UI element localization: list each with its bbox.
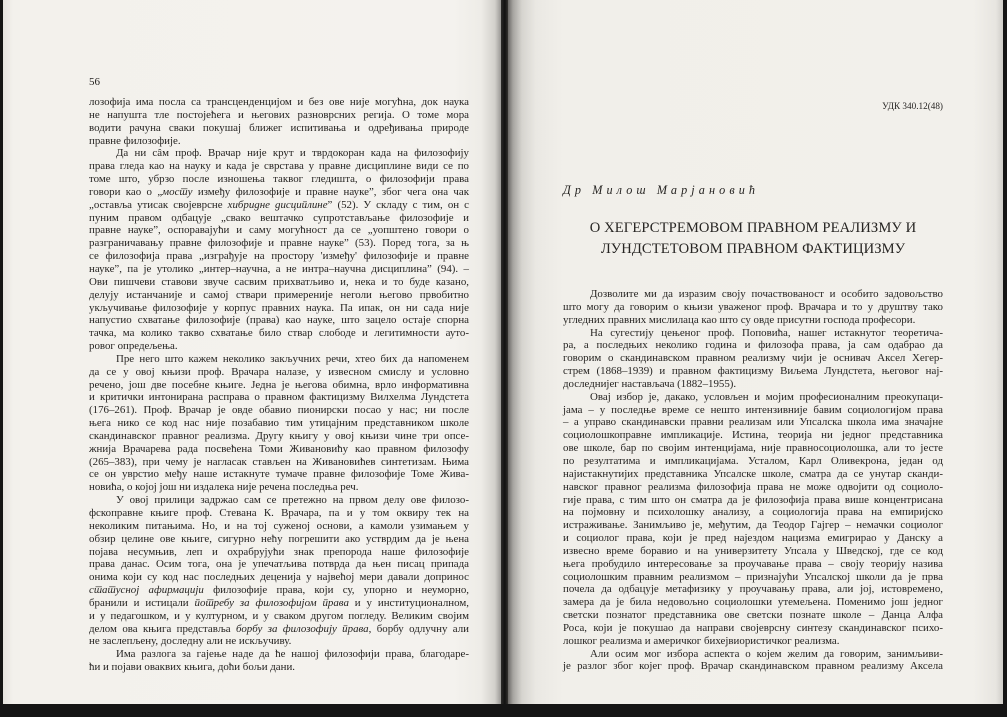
text-line: стрем (1868–1939) и правном фактицизму Виљема Лундстета, његовог нај-	[563, 365, 943, 378]
title-line: ЛУНДСТЕТОВОМ ПРАВНОМ ФАКТИЦИЗМУ	[600, 241, 906, 257]
text-line: извесно време боравио и на универзитету Упсала у Шведској, где се код	[563, 544, 943, 557]
emphasized-text: статусној афирмацији	[89, 584, 204, 597]
paragraph	[89, 353, 469, 494]
text-line: најистакнутијих представника Упсалске школе, сматра да се унутар сканди-	[563, 467, 943, 480]
text-line: правне науке”, оспоравајући и саму могућност да се „уопштено говори о	[89, 224, 469, 237]
emphasized-text: потребу за филозофијом права	[194, 596, 349, 609]
text-line: Дозволите ми да изразим своју почаствованост и особито задовољство	[590, 288, 943, 300]
text-line: гије права, с тим што он сматра да је филозофија права више концентрисана	[563, 493, 943, 506]
emphasized-text: хибридне дисциплине	[227, 198, 328, 211]
text-line: (265–383), при чему је нагласак стављен на Живановићев синтетизам. Њима	[89, 455, 469, 468]
text-line: новића, о којој још ни издалека није речена последња реч.	[89, 481, 359, 494]
book-gutter	[501, 0, 508, 704]
right-page-body	[563, 288, 943, 673]
text-line: обзир целине ове књиге, сигурно нећу погрешити ако устврдим да је њена	[89, 532, 469, 545]
text-line: навског правног реализма филозофија права не може одвојити од социоло-	[563, 480, 943, 493]
text-line: не заслепљену, доследну али не искључиву.	[89, 635, 292, 648]
paragraph	[89, 648, 469, 674]
text-segment: говори као о „	[89, 185, 163, 198]
paragraph	[89, 96, 469, 147]
text-line: ове школе, бар по својим интенцијама, није правносоциолошка, али то јесте	[563, 442, 943, 455]
text-line: ровог опредељења.	[89, 340, 178, 353]
text-line: ћи и појави оваквих књига, доћи бољи дани.	[89, 661, 296, 674]
text-line: разграничавању правне филозофије и правне науке” (53). Поред тога, за њ	[89, 237, 469, 250]
text-line: по резултатима и импликацијама. Усталом, Карл Оливекрона, један од	[563, 454, 943, 467]
text-line: – а управо скандинавски правни реализам или Упсалска школа има значајне	[563, 416, 943, 429]
text-line: правне филозофије.	[89, 134, 181, 147]
text-line	[89, 623, 469, 636]
paragraph	[89, 494, 469, 648]
text-line: и социолог права, који је пред најездом нацизма емигрирао у Данску а	[563, 532, 943, 545]
text-line: У овој прилици задржао сам се претежно на првом делу ове филозо-	[116, 494, 469, 507]
text-line: Да ни сâм проф. Врачар није крут и тврдокоран када на филозофију	[116, 147, 469, 160]
left-page	[3, 0, 501, 704]
text-line	[89, 597, 469, 610]
text-line: жнија Врачарева рада посвећена Томи Живановићу као правном филозофу	[89, 442, 469, 455]
text-segment: делом ова књига представља	[89, 622, 236, 635]
text-line: ра, а последњих неколико година и филозофа права, ја сам одабрао да	[563, 339, 943, 352]
text-segment: ” (52). У складу с тим, он с	[327, 198, 469, 211]
text-line: говорим о скандинавском правном реализму чији је оснивач Аксел Хегер-	[563, 352, 943, 365]
text-line: лошког реализма и америчког бихејвиористичког реализма.	[563, 634, 840, 647]
text-line: фскоправне књиге проф. Стевана К. Врачара, па и у том оквиру тек на	[89, 507, 469, 519]
text-segment: „оставља утисак својеврсне	[89, 198, 228, 211]
text-line: и критички интонирана расправа о правном фактицизму Вилхелма Лундстета	[89, 391, 469, 404]
text-line	[89, 199, 469, 212]
text-line: почела да одбацује метафизику у проучавању права, али јој, истовремено,	[563, 583, 943, 596]
text-line: Али осим мог избора аспекта о којем желим да говорим, занимљиви-	[590, 647, 943, 660]
text-line: се он уврстио међу наше истакнуте тумаче правне филозофије Томе Жива-	[89, 468, 469, 481]
text-line: јама – у последње време се нешто интензивније бавим социологијом права	[563, 403, 943, 416]
text-line: права данас. Осим тога, она је упечатљива потврда да њен писац припада	[89, 558, 469, 571]
text-line: Роса, који је покушао да направи својеврсну синтезу скандинавског психо-	[563, 621, 943, 634]
text-segment: , борбу одлучну али	[368, 622, 469, 635]
text-line: Има разлога за гајење наде да ће нашој филозофији права, благодаре-	[116, 648, 469, 661]
page-number: 56	[89, 76, 100, 88]
text-line: на појмовну и психолошку анализу, а социологија права на емпиријско	[563, 506, 943, 519]
text-line: и у педагошком, и у културном, и у сваком другом погледу. Великим својим	[89, 609, 469, 622]
text-line: појава несумњив, леп и охрабрујући знак препорода наше филозофије	[89, 545, 469, 558]
emphasized-text: мосту	[162, 185, 193, 198]
text-line: светски познатог представника ове светски познате школе – Данца Алфа	[563, 609, 943, 622]
text-line: онима који су код нас последњих деценија у највећој мери давали допринос	[89, 571, 469, 584]
text-line: укључивање филозофије у корпус правних наука. Па ипак, он ни сада није	[89, 301, 469, 314]
text-line: угледних правних мислилаца као што су овде присутни господа професори.	[563, 313, 916, 326]
text-line: скандинавског правног реализма. Другу књигу у овој књизи чине три опсе-	[89, 429, 469, 442]
text-line: водити рачуна сваки покушај ближег испитивања и одређивања природе	[89, 121, 469, 134]
text-segment: филозофије права, који су, упорно и неуморно,	[203, 584, 469, 597]
text-line: се филозофија права „изграђује на простору 'између' филозофије и правне	[89, 250, 469, 263]
text-line: не напушта тле постојећега и његових разноврсних регија. О томе мора	[89, 108, 469, 121]
text-line: делују истанчаније и самој ствари примереније неголи његово првобитно	[89, 288, 469, 301]
title-line: О ХЕГЕРСТРЕМОВОМ ПРАВНОМ РЕАЛИЗМУ И	[589, 220, 917, 236]
text-line: да се у овој књизи проф. Врачара налазе, у извесном смислу и условно	[89, 365, 469, 378]
left-page-body	[89, 96, 469, 674]
text-line: што могу да говорим о књизи уваженог проф. Врачара и то у друштву тако	[563, 300, 943, 313]
text-line: Овај избор је, дакако, условљен и мојим професионалним преокупаци-	[590, 390, 943, 403]
text-line: Ови пишчеви ставови звуче сасвим прихватљиво и, нека и то буде казано,	[89, 275, 469, 288]
text-line: науке”, па је утолико „интер–научна, а не интра–научна дисциплина” (94). –	[89, 262, 469, 275]
right-page	[508, 0, 1003, 704]
text-line: је разлог због којег проф. Врачар скандинавском правном реализму Аксела	[563, 660, 943, 673]
emphasized-text: борбу за филозофију права	[236, 622, 369, 635]
text-line: истраживање. Занимљиво је, међутим, да Теодор Гајгер – немачки социолог	[563, 519, 943, 532]
text-line: томе што, убрзо после изношења таквог гледишта, о филозофији права	[89, 173, 469, 186]
text-line: права гледа као на науку и када је сврстава у правне дисциплине види се по	[89, 160, 469, 173]
paragraph	[563, 391, 943, 648]
text-line: тачка, ма колико такво схватање било ствар слободе и легитимности ауто-	[89, 327, 469, 340]
udc-code: УДК 340.12(48)	[882, 101, 943, 111]
text-line: лозофија има посла са трансценденцијом и без ове није могућна, док наука	[89, 96, 469, 108]
text-line: неколиким питањима. Но, и на тој суженој основи, а камоли узимањем у	[89, 519, 469, 532]
text-line: социолошким правним реализмом – признајући Упсалској школи да је прва	[563, 570, 943, 583]
author-name: Др Милош Марјановић	[563, 183, 760, 197]
text-line	[89, 186, 469, 199]
text-line	[89, 584, 469, 597]
text-line: њега пробудило интересовање за проучавање права – своју теорију назива	[563, 557, 943, 570]
text-segment: и у институционалном,	[348, 596, 469, 609]
text-line: пуним правом одбацује „свако вештачко супротстављање филозофије и	[89, 211, 469, 224]
text-line: речено, још две посебне књиге. Једна је његова обимна, врло информативна	[89, 378, 469, 391]
paragraph	[563, 288, 943, 327]
text-segment: бранили и истицали	[89, 596, 195, 609]
text-line: (176–261). Проф. Врачар је овде обавио пионирски посао у нас; ни после	[89, 404, 469, 417]
text-line: Пре него што кажем неколико закључних речи, хтео бих да напоменем	[116, 352, 469, 365]
text-line: њега нико се код нас није позабавио тим утицајним представником школе	[89, 417, 469, 430]
text-line: доследнијег настављача (1882–1955).	[563, 377, 737, 390]
text-line: социолошкоправне импликације. Истина, теорија ни једног представника	[563, 429, 943, 442]
text-line: замера да је била недовољно социолошки утемељена. Поменимо још једног	[563, 596, 943, 609]
text-line: напустио схватање филозофије (права) као науке, што зацело остаје спорна	[89, 314, 469, 327]
text-segment: између филозофије и правне науке”, због чега она чак	[192, 185, 469, 198]
paragraph	[89, 147, 469, 353]
paragraph	[563, 648, 943, 674]
article-title	[563, 218, 943, 260]
text-line: На сугестију цењеног проф. Поповића, нашег истакнутог теоретича-	[590, 326, 943, 339]
paragraph	[563, 327, 943, 391]
